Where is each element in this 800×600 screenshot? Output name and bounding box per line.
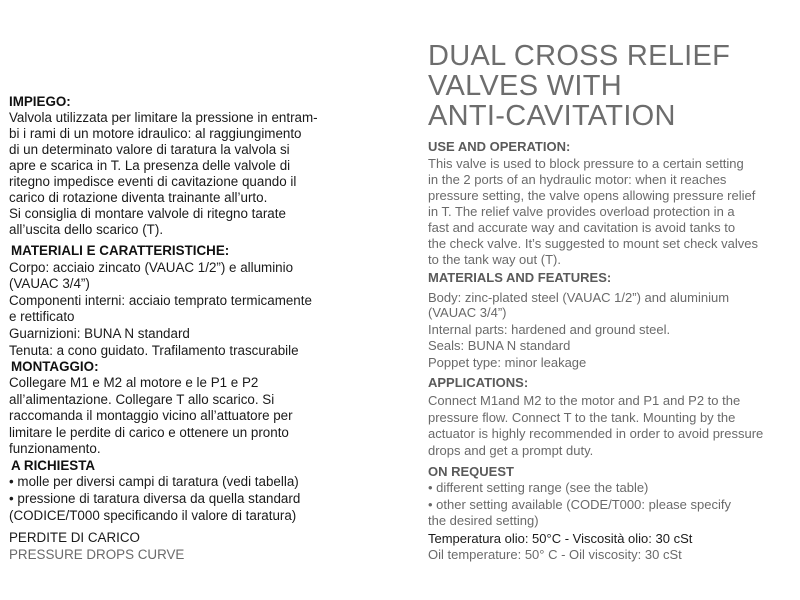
materiali-line: Componenti interni: acciaio temprato termicamente <box>9 293 312 308</box>
use-line: in the 2 ports of an hydraulic motor: when it reaches <box>428 172 727 187</box>
richiesta-line: (CODICE/T000 specificando il valore di taratura) <box>9 508 297 523</box>
impiego-line: carico di rotazione diventa trainante all’urto. <box>9 190 268 205</box>
impiego-line: all’uscita dello scarico (T). <box>9 222 164 237</box>
impiego-line: apre e scarica in T. La presenza delle valvole di <box>9 158 291 173</box>
use-line: fast and accurate way and cavitation is avoid tanks to <box>428 220 736 235</box>
use-line: pressure setting, the valve opens allowing pressure relief <box>428 188 756 203</box>
richiesta-heading: A RICHIESTA <box>11 458 96 473</box>
materials-line: Seals: BUNA N standard <box>428 338 571 353</box>
richiesta-line: • molle per diversi campi di taratura (vedi tabella) <box>9 474 299 489</box>
impiego-line: ritegno impedisce eventi di cavitazione quando il <box>9 174 297 189</box>
oil-temperature-text: Oil temperature: 50° C - Oil viscosity: 30 cSt <box>428 547 682 562</box>
materiali-heading: MATERIALI E CARATTERISTICHE: <box>11 243 230 258</box>
richiesta-line: • pressione di taratura diversa da quella standard <box>9 491 301 506</box>
perdite-di-carico-label: PERDITE DI CARICO <box>9 530 140 545</box>
use-line: This valve is used to block pressure to a certain setting <box>428 156 744 171</box>
materiali-line: Guarnizioni: BUNA N standard <box>9 326 190 341</box>
impiego-line: bi i rami di un motore idraulico: al raggiungimento <box>9 126 302 141</box>
on-request-line: • different setting range (see the table) <box>428 480 649 495</box>
montaggio-line: Collegare M1 e M2 al motore e le P1 e P2 <box>9 375 259 390</box>
impiego-heading: IMPIEGO: <box>9 94 71 109</box>
materiali-line: Corpo: acciaio zincato (VAUAC 1/2”) e alluminio <box>9 260 294 275</box>
on-request-line: the desired setting) <box>428 513 539 528</box>
materials-line: Poppet type: minor leakage <box>428 355 587 370</box>
materials-line: Body: zinc-plated steel (VAUAC 1/2”) and aluminium <box>428 290 730 305</box>
pressure-drops-curve-label: PRESSURE DROPS CURVE <box>9 547 185 562</box>
montaggio-line: limitare le perdite di carico e ottenere un pronto <box>9 425 289 440</box>
on-request-heading: ON REQUEST <box>428 464 514 479</box>
materials-line: (VAUAC 3/4”) <box>428 305 507 320</box>
page-title-line: VALVES WITH <box>428 70 622 102</box>
materials-heading: MATERIALS AND FEATURES: <box>428 270 612 285</box>
montaggio-heading: MONTAGGIO: <box>11 359 99 374</box>
on-request-line: • other setting available (CODE/T000: please specify <box>428 497 731 512</box>
page-title-line: DUAL CROSS RELIEF <box>428 40 731 72</box>
use-line: the check valve. It’s suggested to mount set check valves <box>428 236 758 251</box>
impiego-line: di un determinato valore di taratura la valvola si <box>9 142 290 157</box>
temperatura-olio-text: Temperatura olio: 50°C - Viscosità olio: 30 cSt <box>428 531 693 546</box>
applications-line: Connect M1and M2 to the motor and P1 and P2 to the <box>428 393 741 408</box>
montaggio-line: funzionamento. <box>9 441 101 456</box>
page-title-line: ANTI-CAVITATION <box>428 100 676 132</box>
materiali-line: e rettificato <box>9 309 75 324</box>
use-line: to the tank way out (T). <box>428 252 561 267</box>
materiali-line: Tenuta: a cono guidato. Trafilamento trascurabile <box>9 343 299 358</box>
materials-line: Internal parts: hardened and ground steel. <box>428 322 671 337</box>
montaggio-line: all’alimentazione. Collegare T allo scarico. Si <box>9 392 275 407</box>
use-heading: USE AND OPERATION: <box>428 139 571 154</box>
montaggio-line: raccomanda il montaggio vicino all’attuatore per <box>9 408 293 423</box>
impiego-line: Si consiglia di montare valvole di ritegno tarate <box>9 206 286 221</box>
applications-line: drops and get a prompt duty. <box>428 443 594 458</box>
applications-heading: APPLICATIONS: <box>428 375 529 390</box>
impiego-line: Valvola utilizzata per limitare la pressione in entram- <box>9 110 318 125</box>
applications-line: actuator is highly recommended in order to avoid pressure <box>428 426 764 441</box>
use-line: in T. The relief valve provides overload protection in a <box>428 204 735 219</box>
applications-line: pressure flow. Connect T to the tank. Mounting by the <box>428 410 736 425</box>
materiali-line: (VAUAC 3/4”) <box>9 276 90 291</box>
